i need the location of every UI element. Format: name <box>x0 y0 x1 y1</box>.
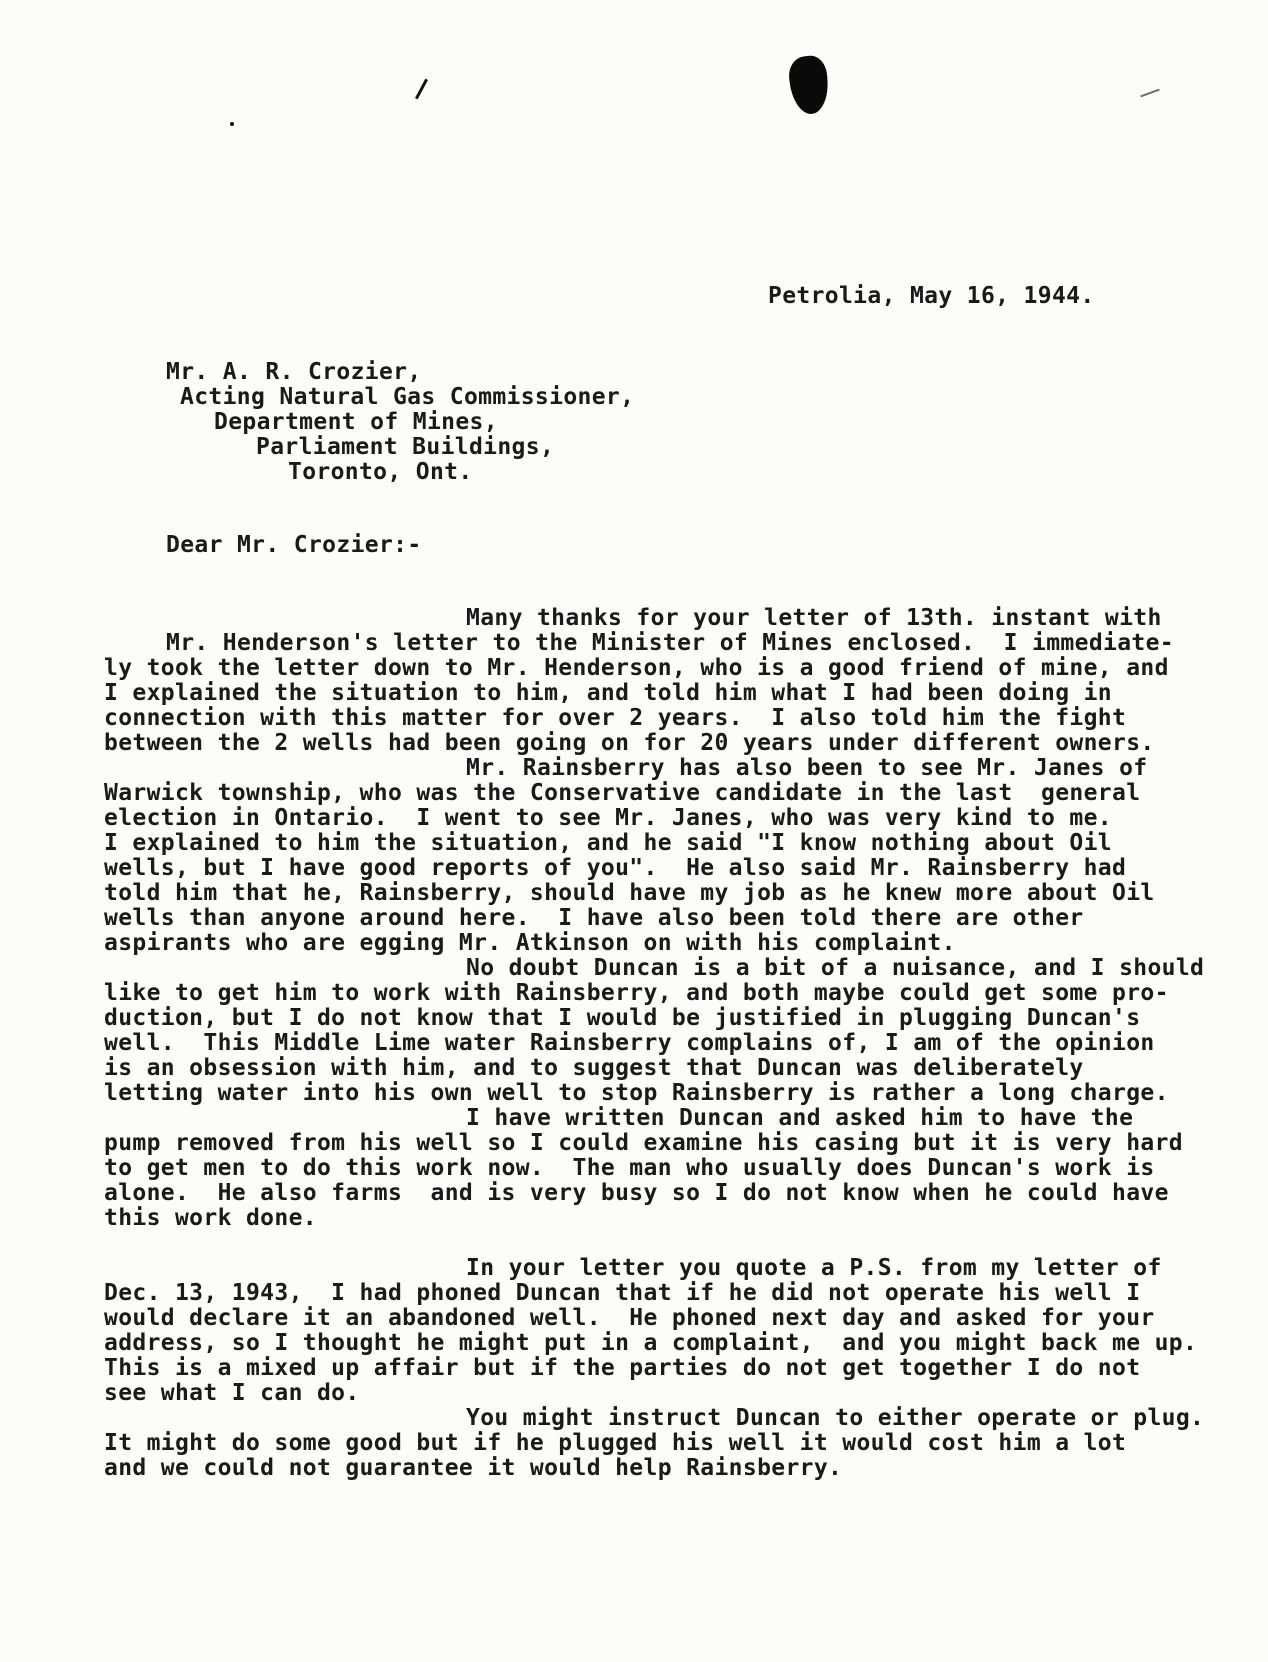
body-line: aspirants who are egging Mr. Atkinson on with his complaint. <box>104 930 956 956</box>
body-line: well. This Middle Lime water Rainsberry complains of, I am of the opinion <box>104 1030 1155 1056</box>
body-line: wells, but I have good reports of you". He also said Mr. Rainsberry had <box>104 855 1127 881</box>
address-line-2: Acting Natural Gas Commissioner, <box>180 384 635 410</box>
body-line: I have written Duncan and asked him to have the <box>466 1105 1134 1131</box>
body-line: wells than anyone around here. I have also been told there are other <box>104 905 1084 931</box>
body-line: told him that he, Rainsberry, should have my job as he knew more about Oil <box>104 880 1155 906</box>
body-line: No doubt Duncan is a bit of a nuisance, and I should <box>466 955 1205 981</box>
body-line: Warwick township, who was the Conservative candidate in the last general <box>104 780 1141 806</box>
body-line: letting water into his own well to stop Rainsberry is rather a long charge. <box>104 1080 1169 1106</box>
body-line: election in Ontario. I went to see Mr. Janes, who was very kind to me. <box>104 805 1112 831</box>
body-line: is an obsession with him, and to suggest that Duncan was deliberately <box>104 1055 1084 1081</box>
body-line: see what I can do. <box>104 1380 360 1406</box>
body-line: Many thanks for your letter of 13th. instant with <box>466 605 1162 631</box>
body-line: would declare it an abandoned well. He phoned next day and asked for your <box>104 1305 1155 1331</box>
body-line: to get men to do this work now. The man who usually does Duncan's work is <box>104 1155 1155 1181</box>
body-line: and we could not guarantee it would help Rainsberry. <box>104 1455 843 1481</box>
body-line: I explained to him the situation, and he said "I know nothing about Oil <box>104 830 1112 856</box>
body-line: connection with this matter for over 2 years. I also told him the fight <box>104 705 1127 731</box>
body-line: In your letter you quote a P.S. from my letter of <box>466 1255 1162 1281</box>
body-line: like to get him to work with Rainsberry, and both maybe could get some pro- <box>104 980 1169 1006</box>
body-line: between the 2 wells had been going on for 20 years under different owners. <box>104 730 1155 756</box>
body-line: pump removed from his well so I could examine his casing but it is very hard <box>104 1130 1183 1156</box>
body-line: It might do some good but if he plugged his well it would cost him a lot <box>104 1430 1127 1456</box>
dateline: Petrolia, May 16, 1944. <box>768 283 1095 309</box>
salutation: Dear Mr. Crozier:- <box>166 532 422 558</box>
body-line: Mr. Henderson's letter to the Minister of Mines enclosed. I immediate- <box>166 630 1174 656</box>
body-line: Dec. 13, 1943, I had phoned Duncan that if he did not operate his well I <box>104 1280 1141 1306</box>
body-line: Mr. Rainsberry has also been to see Mr. Janes of <box>466 755 1148 781</box>
ink-blot <box>787 54 831 116</box>
body-line: alone. He also farms and is very busy so I do not know when he could have <box>104 1180 1169 1206</box>
scan-mark-top-right <box>1140 89 1159 98</box>
body-line: This is a mixed up affair but if the parties do not get together I do not <box>104 1355 1141 1381</box>
body-line: address, so I thought he might put in a complaint, and you might back me up. <box>104 1330 1198 1356</box>
address-line-4: Parliament Buildings, <box>256 434 555 460</box>
body-line: I explained the situation to him, and told him what I had been doing in <box>104 680 1112 706</box>
address-line-3: Department of Mines, <box>214 409 498 435</box>
body-line: this work done. <box>104 1205 317 1231</box>
scan-mark-margin <box>230 122 234 126</box>
address-line-1: Mr. A. R. Crozier, <box>166 359 422 385</box>
address-line-5: Toronto, Ont. <box>288 459 473 485</box>
scan-mark-top-left <box>415 79 428 100</box>
body-line: ly took the letter down to Mr. Henderson, who is a good friend of mine, and <box>104 655 1169 681</box>
body-line: duction, but I do not know that I would be justified in plugging Duncan's <box>104 1005 1141 1031</box>
body-line: You might instruct Duncan to either operate or plug. <box>466 1405 1205 1431</box>
